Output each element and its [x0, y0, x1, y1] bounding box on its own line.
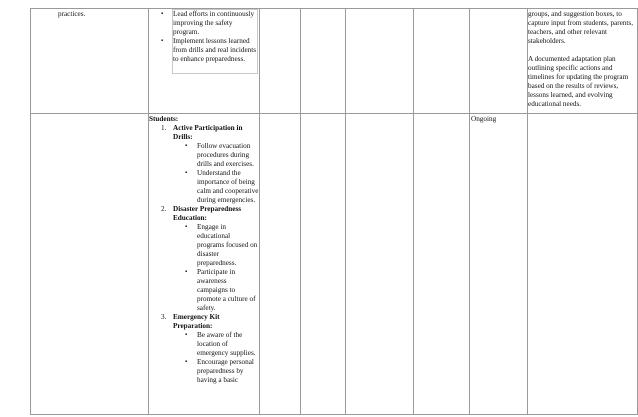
- list-item: [149, 124, 259, 205]
- row-divider-middle: [30, 113, 638, 114]
- item-title: Emergency Kit Preparation:: [173, 313, 220, 330]
- row-divider-top: [30, 8, 638, 9]
- row1-col1-cell: [58, 10, 146, 19]
- row1-col2-cell: [160, 10, 258, 64]
- column-divider-3: [259, 8, 260, 414]
- row-divider-bottom: [30, 414, 638, 415]
- list-item: ▪ Engage in educational programs focused on disaster preparedness.: [173, 223, 259, 268]
- feedback-paragraph: groups, and suggestion boxes, to capture input from students, parents, teachers, and other relevant stakeholders.: [528, 10, 633, 45]
- list-item: ▪ Understand the importance of being calm and cooperative during emergencies.: [173, 169, 259, 205]
- column-divider-7: [469, 8, 470, 414]
- list-item: ▪ Lead efforts in continuously improving the safety program.: [160, 10, 258, 37]
- column-divider-1: [30, 8, 31, 414]
- list-item: ▪ Be aware of the location of emergency supplies.: [173, 331, 259, 358]
- column-divider-6: [413, 8, 414, 414]
- adaptation-plan-paragraph: A documented adaptation plan outlining specific actions and timelines for updating the program based on the results of reviews, lessons learned, and evolving educational needs.: [528, 55, 629, 108]
- row2-status-cell: [471, 115, 527, 124]
- row2-col2-cell: [149, 115, 259, 385]
- status-text: Ongoing: [471, 115, 497, 123]
- list-item: ▪ Encourage personal preparedness by having a basic: [173, 358, 259, 385]
- list-item: ▪ Implement lessons learned from drills and real incidents to enhance preparedness.: [160, 37, 258, 64]
- practices-text: practices.: [58, 10, 86, 18]
- list-item: ▪ Follow evacuation procedures during drills and exercises.: [173, 142, 259, 169]
- list-item: [149, 205, 259, 313]
- students-heading: Students:: [149, 115, 179, 123]
- list-item: [149, 313, 259, 385]
- item-title: Disaster Preparedness Education:: [173, 205, 242, 222]
- item-number: 2.: [161, 205, 167, 213]
- improvement-bullet-list: [160, 10, 258, 64]
- item-title: Active Participation in Drills:: [173, 124, 243, 141]
- list-item: ▪ Participate in awareness campaigns to promote a culture of safety.: [173, 268, 259, 313]
- row1-col9-cell: [528, 10, 636, 109]
- column-divider-5: [345, 8, 346, 414]
- student-responsibilities-list: [149, 124, 259, 385]
- item-number: 3.: [161, 313, 167, 321]
- column-divider-4: [300, 8, 301, 414]
- item-number: 1.: [161, 124, 167, 132]
